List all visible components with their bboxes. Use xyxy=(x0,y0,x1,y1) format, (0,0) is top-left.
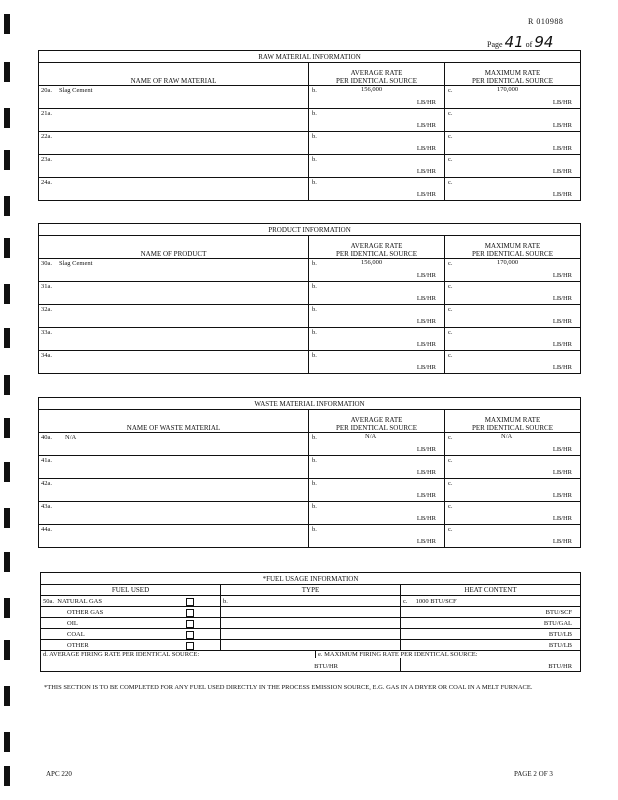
unit: LB/HR xyxy=(416,341,436,348)
cell-label: c. xyxy=(448,526,453,533)
raw-material-table xyxy=(38,50,581,201)
fuel-note: *THIS SECTION IS TO BE COMPLETED FOR ANY FUEL USED DIRECTLY IN THE PROCESS EMISSION SOURCE, E.G. GAS IN A DRYER OR COAL IN A MELT FURNACE. xyxy=(44,684,533,691)
cell-label: b. xyxy=(312,526,317,533)
table-row xyxy=(39,178,581,201)
cell-label: c. xyxy=(448,480,453,487)
row-label: 41a. xyxy=(41,457,53,464)
unit: LB/HR xyxy=(416,318,436,325)
cell-label: c. xyxy=(448,434,453,441)
section-title: PRODUCT INFORMATION xyxy=(39,224,581,236)
unit: LB/HR xyxy=(552,191,573,198)
column-header: AVERAGE RATE PER IDENTICAL SOURCE xyxy=(309,236,445,259)
row-label: 32a. xyxy=(41,306,53,313)
product-name: Slag Cement xyxy=(59,260,93,267)
max-rate: 170,000 xyxy=(497,86,519,93)
unit: BTU/GAL xyxy=(543,619,573,627)
row-label: 30a. xyxy=(41,260,53,267)
column-header: MAXIMUM RATE PER IDENTICAL SOURCE xyxy=(445,63,581,86)
unit: LB/HR xyxy=(552,99,573,106)
unit: LB/HR xyxy=(552,492,573,499)
table-row xyxy=(41,640,581,651)
cell-label: b. xyxy=(312,306,317,313)
cell-label: b. xyxy=(312,87,317,94)
table-row xyxy=(41,618,581,629)
row-label: 34a. xyxy=(41,352,53,359)
page-of-label: of xyxy=(525,40,533,49)
heat-content: 1000 BTU/SCF xyxy=(415,597,457,605)
unit: LB/HR xyxy=(416,492,436,499)
unit: LB/HR xyxy=(552,538,573,545)
other-checkbox[interactable] xyxy=(186,642,194,650)
cell-label: c. xyxy=(448,503,453,510)
page-label: Page xyxy=(487,40,503,49)
cell-label: c. xyxy=(448,110,453,117)
max-rate: N/A xyxy=(501,433,513,440)
row-label: 20a. xyxy=(41,87,53,94)
unit: LB/HR xyxy=(552,145,573,152)
page-indicator: PAGE 2 OF 3 xyxy=(514,770,553,778)
column-header: AVERAGE RATE PER IDENTICAL SOURCE xyxy=(309,63,445,86)
unit: LB/HR xyxy=(416,168,436,175)
cell-label: c. xyxy=(448,179,453,186)
table-row xyxy=(39,155,581,178)
section-title: *FUEL USAGE INFORMATION xyxy=(41,573,581,585)
avg-rate: 156,000 xyxy=(361,259,383,266)
unit: LB/HR xyxy=(552,318,573,325)
column-header: TYPE xyxy=(221,585,401,596)
page-current: 41 xyxy=(504,33,524,51)
row-label: 31a. xyxy=(41,283,53,290)
table-row xyxy=(39,479,581,502)
section-title: RAW MATERIAL INFORMATION xyxy=(39,51,581,63)
row-label: 40a. xyxy=(41,434,53,441)
cell-label: b. xyxy=(312,434,317,441)
unit: LB/HR xyxy=(416,191,436,198)
unit: LB/HR xyxy=(416,272,436,279)
table-row xyxy=(39,305,581,328)
cell-label: b. xyxy=(312,179,317,186)
column-header: AVERAGE RATE PER IDENTICAL SOURCE xyxy=(309,410,445,433)
fuel-name: OIL xyxy=(67,619,78,627)
column-header: FUEL USED xyxy=(41,585,221,596)
waste-material-table xyxy=(38,397,581,548)
avg-rate: 156,000 xyxy=(361,86,383,93)
table-row xyxy=(39,525,581,548)
row-label: 42a. xyxy=(41,480,53,487)
table-row xyxy=(41,629,581,640)
row-label: 21a. xyxy=(41,110,53,117)
table-row xyxy=(39,132,581,155)
row-label: 43a. xyxy=(41,503,53,510)
page-total: 94 xyxy=(534,33,554,51)
table-row xyxy=(39,351,581,374)
unit: LB/HR xyxy=(552,446,573,453)
fuel-name: OTHER GAS xyxy=(67,608,104,616)
cell-label: c. xyxy=(448,156,453,163)
row-label: 33a. xyxy=(41,329,53,336)
fuel-name: COAL xyxy=(67,630,85,638)
row-label: 23a. xyxy=(41,156,53,163)
unit: BTU/HR xyxy=(314,663,338,670)
unit: LB/HR xyxy=(416,538,436,545)
unit: LB/HR xyxy=(416,515,436,522)
unit: LB/HR xyxy=(552,272,573,279)
cell-label: b. xyxy=(312,352,317,359)
coal-checkbox[interactable] xyxy=(186,631,194,639)
other-gas-checkbox[interactable] xyxy=(186,609,194,617)
cell-label: c. xyxy=(448,133,453,140)
column-header: NAME OF WASTE MATERIAL xyxy=(39,410,309,433)
cell-label: c. xyxy=(448,260,453,267)
table-row xyxy=(39,282,581,305)
cell-label: b. xyxy=(312,110,317,117)
cell-label: b. xyxy=(312,503,317,510)
unit: LB/HR xyxy=(552,122,573,129)
unit: LB/HR xyxy=(416,145,436,152)
unit: LB/HR xyxy=(552,295,573,302)
column-header: MAXIMUM RATE PER IDENTICAL SOURCE xyxy=(445,410,581,433)
table-row xyxy=(39,86,581,109)
fuel-name: OTHER xyxy=(67,641,89,649)
table-row xyxy=(41,596,581,607)
unit: LB/HR xyxy=(416,122,436,129)
cell-label: b. xyxy=(312,133,317,140)
waste-name: N/A xyxy=(65,434,77,441)
column-header: MAXIMUM RATE PER IDENTICAL SOURCE xyxy=(445,236,581,259)
unit: LB/HR xyxy=(416,446,436,453)
avg-rate: N/A xyxy=(365,433,377,440)
column-header: HEAT CONTENT xyxy=(401,585,581,596)
row-label: 22a. xyxy=(41,133,53,140)
table-row xyxy=(39,328,581,351)
cell-label: c. xyxy=(403,597,408,605)
cell-label: b. xyxy=(223,597,228,605)
unit: LB/HR xyxy=(416,364,436,371)
unit: LB/HR xyxy=(552,364,573,371)
table-row xyxy=(41,607,581,618)
table-row xyxy=(39,433,581,456)
fuel-name: NATURAL GAS xyxy=(57,597,102,605)
cell-label: b. xyxy=(312,156,317,163)
cell-label: c. xyxy=(448,329,453,336)
cell-label: b. xyxy=(312,329,317,336)
unit: BTU/SCF xyxy=(545,608,573,616)
unit: LB/HR xyxy=(416,295,436,302)
unit: LB/HR xyxy=(552,469,573,476)
unit: LB/HR xyxy=(552,168,573,175)
max-rate: 170,000 xyxy=(497,259,519,266)
unit: BTU/HR xyxy=(548,663,573,670)
cell-label: c. xyxy=(448,457,453,464)
cell-label: c. xyxy=(448,352,453,359)
page-number xyxy=(487,33,553,51)
oil-checkbox[interactable] xyxy=(186,620,194,628)
unit: BTU/LB xyxy=(548,641,573,649)
table-row xyxy=(39,109,581,132)
cell-label: b. xyxy=(312,260,317,267)
cell-label: b. xyxy=(312,283,317,290)
column-header: NAME OF RAW MATERIAL xyxy=(39,63,309,86)
material-name: Slag Cement xyxy=(59,87,93,94)
cell-label: c. xyxy=(448,306,453,313)
cell-label: b. xyxy=(312,457,317,464)
table-row xyxy=(41,651,581,672)
reference-number: R 010988 xyxy=(528,17,564,26)
product-table xyxy=(38,223,581,374)
fuel-usage-table xyxy=(40,572,581,672)
section-title: WASTE MATERIAL INFORMATION xyxy=(39,398,581,410)
avg-firing-rate-label: d. AVERAGE FIRING RATE PER IDENTICAL SOURCE: xyxy=(43,651,200,658)
max-firing-rate-label: e. MAXIMUM FIRING RATE PER IDENTICAL SOURCE: xyxy=(315,651,480,658)
row-label: 50a. xyxy=(43,597,55,605)
cell-label: c. xyxy=(448,87,453,94)
unit: LB/HR xyxy=(552,515,573,522)
table-row xyxy=(39,502,581,525)
form-id: APC 220 xyxy=(46,770,72,778)
unit: BTU/LB xyxy=(548,630,573,638)
unit: LB/HR xyxy=(416,99,436,106)
natural-gas-checkbox[interactable] xyxy=(186,598,194,606)
row-label: 24a. xyxy=(41,179,53,186)
column-header: NAME OF PRODUCT xyxy=(39,236,309,259)
unit: LB/HR xyxy=(552,341,573,348)
row-label: 44a. xyxy=(41,526,53,533)
table-row xyxy=(39,259,581,282)
cell-label: c. xyxy=(448,283,453,290)
table-row xyxy=(39,456,581,479)
unit: LB/HR xyxy=(416,469,436,476)
cell-label: b. xyxy=(312,480,317,487)
